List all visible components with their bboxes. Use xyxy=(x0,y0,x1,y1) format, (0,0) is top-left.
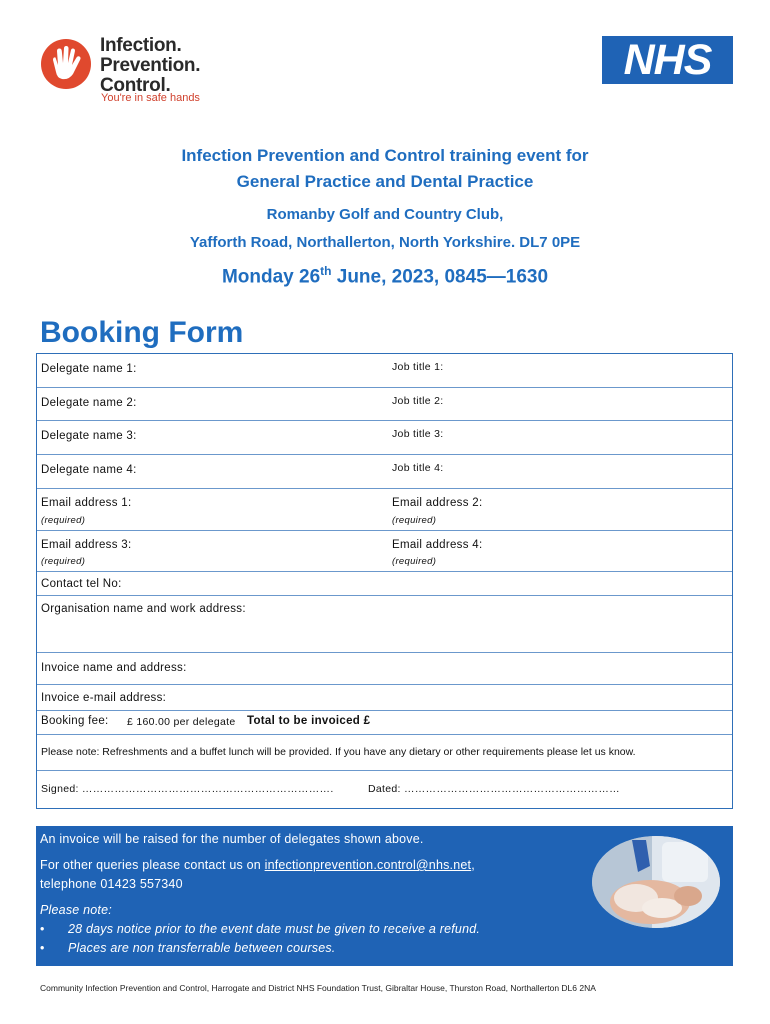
logo-line-1: Infection. xyxy=(100,35,182,56)
venue-line-2: Yafforth Road, Northallerton, North Yorkshire. DL7 0PE xyxy=(189,234,581,251)
contact-tel-label: Contact tel No: xyxy=(41,578,122,590)
email-label-1: Email address 1: xyxy=(41,497,132,509)
invoice-name-label: Invoice name and address: xyxy=(41,662,187,674)
venue-line-1: Romanby Golf and Country Club, xyxy=(266,206,504,223)
logo-line-3: Control. xyxy=(100,75,171,96)
invoice-email-label: Invoice e-mail address: xyxy=(41,692,167,704)
booking-fee-row xyxy=(37,711,732,735)
organisation-label: Organisation name and work address: xyxy=(41,603,246,615)
logo-line-2: Prevention. xyxy=(100,55,201,76)
delegate-name-label-4: Delegate name 4: xyxy=(41,464,137,476)
booking-fee-label: Booking fee: xyxy=(41,715,109,727)
invoice-email-row[interactable] xyxy=(37,685,732,711)
nhs-logo: NHS xyxy=(602,36,733,84)
email-label-2: Email address 2: xyxy=(392,497,483,509)
contact-email-link[interactable]: infectionprevention.control@nhs.net xyxy=(264,858,472,872)
queries-prefix: For other queries please contact us on xyxy=(40,858,265,872)
email-label-3: Email address 3: xyxy=(41,539,132,551)
job-title-label-4: Job title 4: xyxy=(392,462,444,474)
queries-suffix: , xyxy=(471,858,475,872)
please-note-text: Please note: Refreshments and a buffet lunch will be provided. If you have any dietary or other requirements please let us know. xyxy=(41,746,636,758)
invoice-name-row[interactable] xyxy=(37,653,732,685)
logo-tagline: You're in safe hands xyxy=(101,92,200,104)
event-date xyxy=(0,264,770,288)
signature-row[interactable] xyxy=(37,771,732,808)
note-bullet-2 xyxy=(40,941,335,955)
booking-fee-value: £ 160.00 per delegate xyxy=(127,716,236,728)
please-note-row xyxy=(37,735,732,771)
queries-text xyxy=(40,858,475,872)
logo-wordmark xyxy=(100,36,200,96)
job-title-label-2: Job title 2: xyxy=(392,395,444,407)
delegate-row-3[interactable] xyxy=(37,421,732,455)
job-title-label-3: Job title 3: xyxy=(392,428,444,440)
event-date-day: Monday 26 xyxy=(221,266,321,288)
total-invoiced-label[interactable]: Total to be invoiced £ xyxy=(247,715,371,727)
event-title-line-1: Infection Prevention and Control training event for xyxy=(181,146,589,165)
email-required-3: (required) xyxy=(41,556,86,567)
email-required-4: (required) xyxy=(392,556,437,567)
telephone-text: telephone 01423 557340 xyxy=(40,877,183,891)
email-label-4: Email address 4: xyxy=(392,539,483,551)
note-bullet-1-text: 28 days notice prior to the event date must be given to receive a refund. xyxy=(68,922,481,936)
invoice-info-text: An invoice will be raised for the number of delegates shown above. xyxy=(40,832,424,846)
booking-form xyxy=(36,353,733,809)
delegate-name-label-1: Delegate name 1: xyxy=(41,363,137,375)
event-date-rest: June, 2023, 0845—1630 xyxy=(331,266,549,288)
organisation-row[interactable] xyxy=(37,596,732,653)
email-row-2[interactable] xyxy=(37,531,732,572)
email-required-2: (required) xyxy=(392,515,437,526)
booking-form-title: Booking Form xyxy=(40,316,244,349)
note-title: Please note: xyxy=(40,903,112,917)
bullet-icon: • xyxy=(40,922,45,936)
delegate-name-label-2: Delegate name 2: xyxy=(41,397,137,409)
delegate-name-label-3: Delegate name 3: xyxy=(41,430,137,442)
delegate-row-4[interactable] xyxy=(37,455,732,489)
delegate-row-2[interactable] xyxy=(37,388,732,421)
note-bullet-2-text: Places are non transferrable between courses. xyxy=(68,941,336,955)
handwashing-photo xyxy=(592,836,720,928)
email-required-1: (required) xyxy=(41,515,86,526)
delegate-row-1[interactable] xyxy=(37,354,732,388)
bullet-icon: • xyxy=(40,941,45,955)
dated-line[interactable]: Dated: …………………………………………………… xyxy=(368,783,620,795)
hand-logo-icon xyxy=(40,38,92,90)
email-row-1[interactable] xyxy=(37,489,732,531)
event-date-suffix: th xyxy=(320,264,332,278)
contact-tel-row[interactable] xyxy=(37,572,732,596)
job-title-label-1: Job title 1: xyxy=(392,361,444,373)
event-title-line-2: General Practice and Dental Practice xyxy=(236,172,534,191)
note-bullet-1 xyxy=(40,922,480,936)
signed-line[interactable]: Signed: ……………………………………………………………. xyxy=(41,783,334,795)
footer-address: Community Infection Prevention and Control, Harrogate and District NHS Foundation Trust, Gibraltar House, Thurston Road, Northallerton DL6 2NA xyxy=(40,983,596,993)
